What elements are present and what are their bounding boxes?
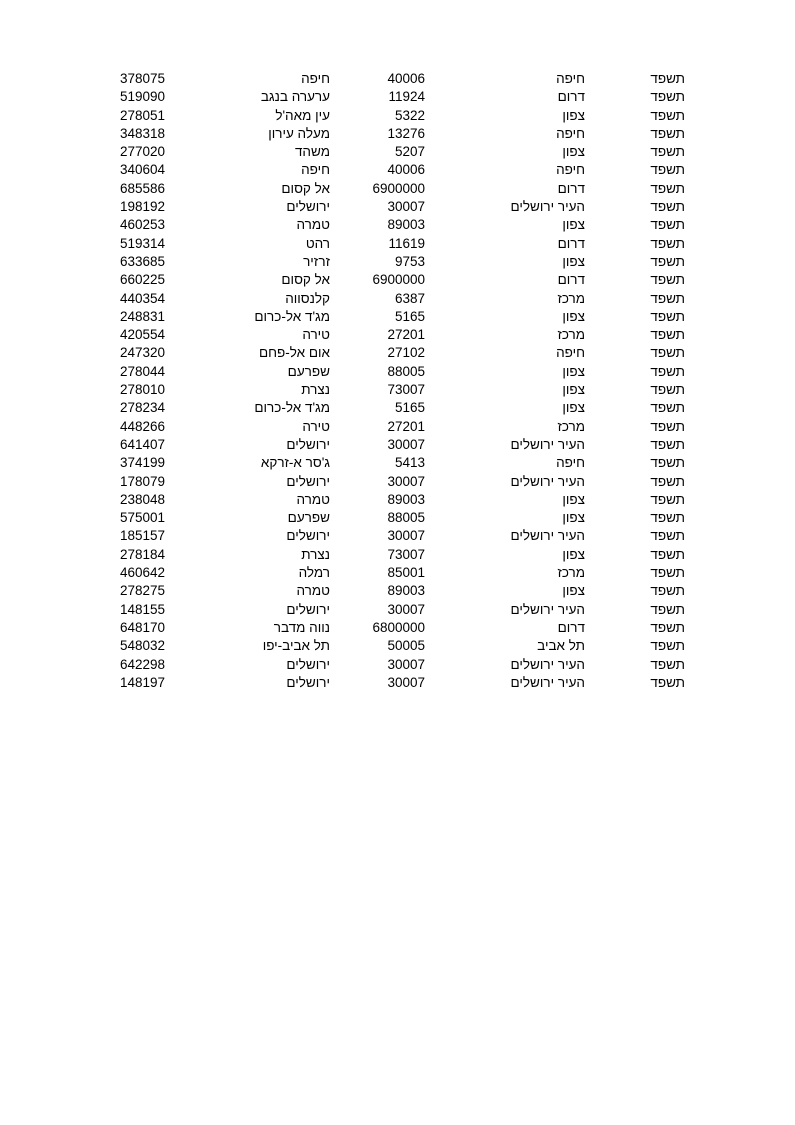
locality-name-cell: ירושלים — [286, 656, 330, 672]
locality-code-cell: 40006 — [387, 71, 425, 86]
table-row — [110, 509, 685, 527]
district-cell: צפון — [562, 491, 585, 507]
record-number-cell: 519090 — [119, 89, 165, 105]
locality-name-cell: טמרה — [296, 217, 330, 233]
locality-name-cell: טמרה — [296, 583, 330, 599]
locality-name-cell: טמרה — [296, 491, 330, 507]
hebrew-year-cell: תשפד — [650, 601, 685, 617]
record-number-cell: 685586 — [119, 180, 165, 196]
locality-code-cell: 5165 — [394, 400, 425, 416]
district-cell: צפון — [562, 107, 585, 123]
hebrew-year-cell: תשפד — [650, 89, 685, 105]
district-cell: חיפה — [556, 345, 585, 361]
record-number-cell: 641407 — [119, 436, 165, 452]
record-number-cell: 278010 — [119, 382, 165, 398]
district-cell: העיר ירושלים — [510, 436, 585, 452]
hebrew-year-cell: תשפד — [650, 656, 685, 672]
table-row — [110, 107, 685, 125]
table-row — [110, 674, 685, 692]
record-number-cell: 660225 — [119, 272, 165, 288]
locality-code-cell: 89003 — [387, 491, 425, 507]
record-number-cell: 278184 — [119, 546, 165, 562]
table-row — [110, 619, 685, 637]
locality-code-cell: 27201 — [387, 327, 425, 343]
table-row — [110, 564, 685, 582]
table-row — [110, 527, 685, 545]
locality-name-cell: תל אביב-יפו — [262, 638, 330, 654]
locality-name-cell: נווה מדבר — [273, 619, 330, 635]
table-row — [110, 436, 685, 454]
locality-code-cell: 30007 — [387, 473, 425, 489]
table-row — [110, 235, 685, 253]
record-number-cell: 278051 — [119, 107, 165, 123]
district-cell: צפון — [562, 308, 585, 324]
hebrew-year-cell: תשפד — [650, 327, 685, 343]
locality-name-cell: ירושלים — [286, 436, 330, 452]
locality-name-cell: אל קסום — [281, 180, 330, 196]
hebrew-year-cell: תשפד — [650, 619, 685, 635]
table-row — [110, 198, 685, 216]
locality-name-cell: רהט — [305, 235, 330, 251]
district-cell: מרכז — [557, 290, 585, 306]
district-cell: צפון — [562, 510, 585, 526]
locality-code-cell: 30007 — [387, 436, 425, 452]
locality-name-cell: משהד — [294, 144, 330, 160]
hebrew-year-cell: תשפד — [650, 510, 685, 526]
locality-code-cell: 40006 — [387, 162, 425, 178]
record-number-cell: 460642 — [119, 565, 165, 581]
hebrew-year-cell: תשפד — [650, 418, 685, 434]
locality-code-cell: 6900000 — [372, 180, 425, 196]
table-row — [110, 656, 685, 674]
locality-code-cell: 6800000 — [372, 619, 425, 635]
locality-name-cell: ירושלים — [286, 528, 330, 544]
table-row — [110, 418, 685, 436]
locality-code-cell: 88005 — [387, 510, 425, 526]
district-cell: דרום — [557, 180, 585, 196]
record-number-cell: 420554 — [119, 327, 165, 343]
locality-name-cell: מג'ד אל-כרום — [254, 400, 330, 416]
locality-code-cell: 89003 — [387, 217, 425, 233]
table-row — [110, 473, 685, 491]
record-number-cell: 519314 — [119, 235, 165, 251]
hebrew-year-cell: תשפד — [650, 253, 685, 269]
record-number-cell: 448266 — [119, 418, 165, 434]
district-cell: מרכז — [557, 418, 585, 434]
hebrew-year-cell: תשפד — [650, 199, 685, 215]
locality-code-cell: 27201 — [387, 418, 425, 434]
locality-code-cell: 73007 — [387, 382, 425, 398]
table-row — [110, 216, 685, 234]
locality-name-cell: נצרת — [301, 546, 330, 562]
table-row — [110, 363, 685, 381]
hebrew-year-cell: תשפד — [650, 345, 685, 361]
hebrew-year-cell: תשפד — [650, 491, 685, 507]
locality-code-cell: 30007 — [387, 601, 425, 617]
record-number-cell: 148197 — [119, 674, 165, 690]
locality-name-cell: טירה — [302, 418, 330, 434]
locality-name-cell: רמלה — [298, 565, 330, 581]
record-number-cell: 247320 — [119, 345, 165, 361]
hebrew-year-cell: תשפד — [650, 674, 685, 690]
table-row — [110, 546, 685, 564]
district-cell: דרום — [557, 89, 585, 105]
locality-code-cell: 5207 — [394, 144, 425, 160]
district-cell: העיר ירושלים — [510, 674, 585, 690]
locality-name-cell: מג'ד אל-כרום — [254, 308, 330, 324]
locality-code-cell: 30007 — [387, 528, 425, 544]
hebrew-year-cell: תשפד — [650, 71, 685, 86]
locality-name-cell: ערערה בנגב — [260, 89, 330, 105]
district-cell: העיר ירושלים — [510, 199, 585, 215]
hebrew-year-cell: תשפד — [650, 400, 685, 416]
locality-code-cell: 88005 — [387, 363, 425, 379]
record-number-cell: 548032 — [119, 638, 165, 654]
record-number-cell: 178079 — [119, 473, 165, 489]
locality-name-cell: שפרעם — [287, 510, 330, 526]
locality-code-cell: 50005 — [387, 638, 425, 654]
locality-name-cell: טירה — [302, 327, 330, 343]
locality-code-cell: 30007 — [387, 674, 425, 690]
hebrew-year-cell: תשפד — [650, 546, 685, 562]
locality-code-cell: 11924 — [388, 89, 425, 105]
record-number-cell: 348318 — [119, 125, 165, 141]
district-cell: דרום — [557, 235, 585, 251]
locality-name-cell: חיפה — [301, 162, 330, 178]
hebrew-year-cell: תשפד — [650, 272, 685, 288]
record-number-cell: 378075 — [119, 71, 165, 86]
table-row — [110, 344, 685, 362]
record-number-cell: 633685 — [119, 253, 165, 269]
hebrew-year-cell: תשפד — [650, 436, 685, 452]
table-row — [110, 143, 685, 161]
locality-code-cell: 9753 — [394, 253, 425, 269]
record-number-cell: 340604 — [119, 162, 165, 178]
locality-name-cell: ירושלים — [286, 601, 330, 617]
locality-code-cell: 11619 — [388, 235, 425, 251]
locality-name-cell: ג'סר א-זרקא — [260, 455, 330, 471]
locality-code-cell: 5413 — [394, 455, 425, 471]
table-row — [110, 454, 685, 472]
table-body — [110, 70, 685, 692]
record-number-cell: 648170 — [119, 619, 165, 635]
hebrew-year-cell: תשפד — [650, 528, 685, 544]
district-cell: צפון — [562, 253, 585, 269]
district-cell: צפון — [562, 363, 585, 379]
locality-name-cell: חיפה — [301, 71, 330, 86]
locality-name-cell: ירושלים — [286, 674, 330, 690]
table-row — [110, 253, 685, 271]
table-row — [110, 88, 685, 106]
table-row — [110, 290, 685, 308]
hebrew-year-cell: תשפד — [650, 107, 685, 123]
table-row — [110, 601, 685, 619]
hebrew-year-cell: תשפד — [650, 473, 685, 489]
hebrew-year-cell: תשפד — [650, 162, 685, 178]
table-row — [110, 180, 685, 198]
district-cell: צפון — [562, 217, 585, 233]
record-number-cell: 148155 — [119, 601, 165, 617]
locality-code-cell: 13276 — [387, 125, 425, 141]
locality-code-cell: 5165 — [394, 308, 425, 324]
locality-name-cell: מעלה עירון — [268, 125, 330, 141]
table-row — [110, 125, 685, 143]
table-row — [110, 326, 685, 344]
record-number-cell: 185157 — [119, 528, 165, 544]
record-number-cell: 575001 — [119, 510, 165, 526]
record-number-cell: 198192 — [119, 199, 165, 215]
table-row — [110, 491, 685, 509]
hebrew-year-cell: תשפד — [650, 235, 685, 251]
locality-name-cell: זרזיר — [303, 253, 330, 269]
hebrew-year-cell: תשפד — [650, 455, 685, 471]
district-cell: צפון — [562, 400, 585, 416]
district-cell: צפון — [562, 382, 585, 398]
table-row — [110, 381, 685, 399]
record-number-cell: 440354 — [119, 290, 165, 306]
locality-code-cell: 30007 — [387, 656, 425, 672]
record-number-cell: 277020 — [119, 144, 165, 160]
table-row — [110, 161, 685, 179]
district-cell: תל אביב — [537, 638, 585, 654]
district-cell: חיפה — [556, 162, 585, 178]
record-number-cell: 248831 — [119, 308, 165, 324]
hebrew-year-cell: תשפד — [650, 565, 685, 581]
locality-code-cell: 6900000 — [372, 272, 425, 288]
hebrew-year-cell: תשפד — [650, 308, 685, 324]
hebrew-year-cell: תשפד — [650, 217, 685, 233]
locality-name-cell: אל קסום — [281, 272, 330, 288]
record-number-cell: 460253 — [119, 217, 165, 233]
hebrew-year-cell: תשפד — [650, 382, 685, 398]
table-row — [110, 582, 685, 600]
locality-name-cell: שפרעם — [287, 363, 330, 379]
district-cell: מרכז — [557, 565, 585, 581]
district-cell: העיר ירושלים — [510, 473, 585, 489]
table-row — [110, 271, 685, 289]
record-number-cell: 642298 — [119, 656, 165, 672]
locality-code-cell: 6387 — [394, 290, 425, 306]
district-cell: מרכז — [557, 327, 585, 343]
table-row — [110, 308, 685, 326]
district-cell: דרום — [557, 619, 585, 635]
district-cell: צפון — [562, 546, 585, 562]
hebrew-year-cell: תשפד — [650, 180, 685, 196]
locality-code-cell: 27102 — [387, 345, 425, 361]
record-number-cell: 278275 — [119, 583, 165, 599]
locality-code-cell: 30007 — [387, 199, 425, 215]
district-cell: חיפה — [556, 455, 585, 471]
district-cell: העיר ירושלים — [510, 528, 585, 544]
locality-code-cell: 85001 — [387, 565, 425, 581]
hebrew-year-cell: תשפד — [650, 290, 685, 306]
hebrew-year-cell: תשפד — [650, 583, 685, 599]
locality-name-cell: ירושלים — [286, 199, 330, 215]
locality-name-cell: נצרת — [301, 382, 330, 398]
locality-code-cell: 89003 — [387, 583, 425, 599]
table-row — [110, 399, 685, 417]
district-cell: צפון — [562, 144, 585, 160]
locality-name-cell: קלנסווה — [285, 290, 330, 306]
hebrew-year-cell: תשפד — [650, 363, 685, 379]
localities-data-table — [110, 70, 685, 692]
district-cell: דרום — [557, 272, 585, 288]
locality-code-cell: 5322 — [394, 107, 425, 123]
record-number-cell: 374199 — [119, 455, 165, 471]
record-number-cell: 238048 — [119, 491, 165, 507]
hebrew-year-cell: תשפד — [650, 638, 685, 654]
district-cell: חיפה — [556, 125, 585, 141]
locality-name-cell: אום אל-פחם — [258, 345, 330, 361]
district-cell: העיר ירושלים — [510, 656, 585, 672]
district-cell: צפון — [562, 583, 585, 599]
district-cell: חיפה — [556, 71, 585, 86]
locality-name-cell: ירושלים — [286, 473, 330, 489]
table-row — [110, 70, 685, 88]
locality-name-cell: עין מאה'ל — [275, 107, 330, 123]
district-cell: העיר ירושלים — [510, 601, 585, 617]
table-row — [110, 637, 685, 655]
record-number-cell: 278234 — [119, 400, 165, 416]
hebrew-year-cell: תשפד — [650, 125, 685, 141]
record-number-cell: 278044 — [119, 363, 165, 379]
hebrew-year-cell: תשפד — [650, 144, 685, 160]
locality-code-cell: 73007 — [387, 546, 425, 562]
